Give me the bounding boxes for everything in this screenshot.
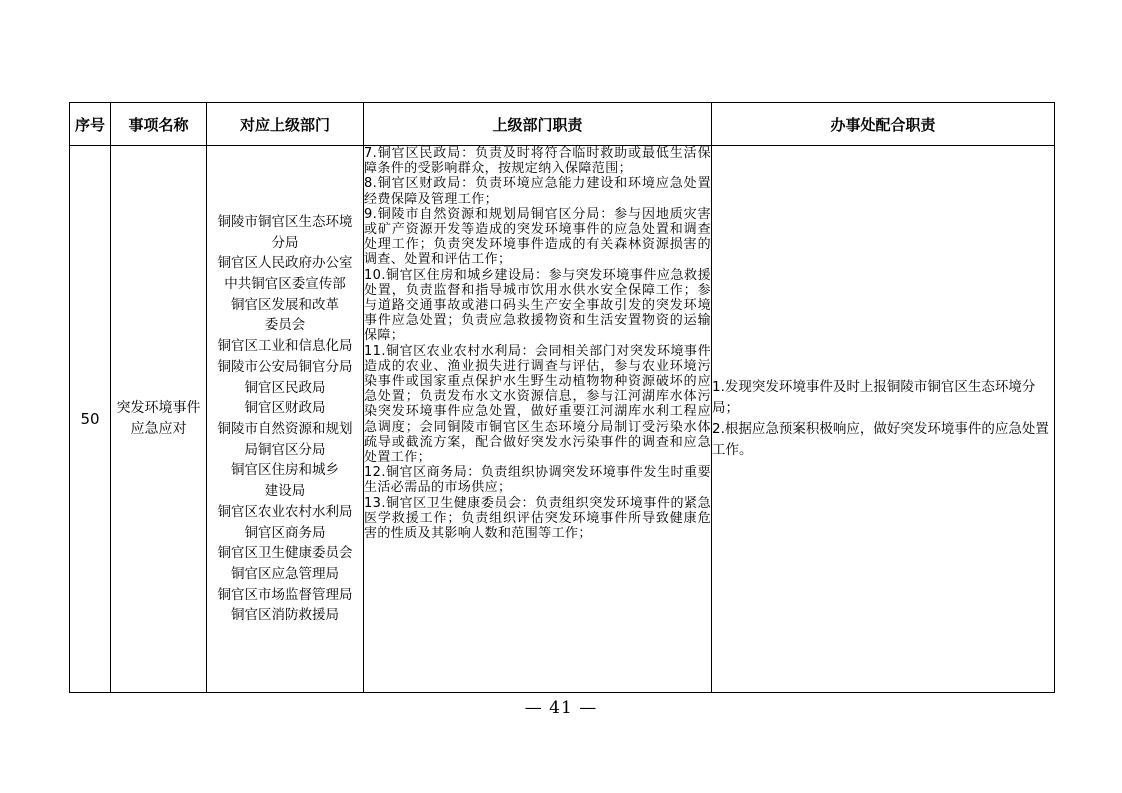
department-line: 分局: [271, 234, 299, 251]
duty-item: 8.铜官区财政局：负责环境应急能力建设和环境应急处置经费保障及管理工作；: [364, 176, 711, 207]
header-coop-duties: 办事处配合职责: [712, 103, 1055, 146]
header-departments: 对应上级部门: [207, 103, 364, 146]
department-line: 中共铜官区委宣传部: [224, 276, 346, 293]
department-line: 铜官区住房和城乡: [231, 462, 339, 479]
header-item-name: 事项名称: [111, 103, 207, 146]
department-line: 委员会: [264, 317, 306, 334]
item-name-cell: 突发环境事件应急应对: [111, 146, 207, 693]
department-line: 铜官区应急管理局: [231, 565, 339, 582]
department-line: 铜官区民政局: [244, 379, 326, 396]
department-line: 建设局: [264, 483, 306, 500]
department-line: 铜官区卫生健康委员会: [217, 545, 353, 562]
header-row: [70, 103, 1055, 146]
departments-cell: [207, 146, 364, 693]
duty-table: [69, 102, 1055, 693]
coop-duties-cell: [712, 146, 1055, 693]
duty-item: 12.铜官区商务局：负责组织协调突发环境事件发生时重要生活必需品的市场供应；: [364, 465, 711, 496]
department-line: 局铜官区分局: [244, 441, 326, 458]
duty-item: 9.铜陵市自然资源和规划局铜官区分局：参与因地质灾害或矿产资源开发等造成的突发环境事件的应急处置和调查处理工作；负责突发环境事件造成的有关森林资源损害的调查、处置和评估工作；: [364, 206, 711, 268]
duties-cell: [364, 146, 712, 693]
department-line: 铜官区工业和信息化局: [217, 338, 353, 355]
duty-item: 10.铜官区住房和城乡建设局：参与突发环境事件应急救援处置，负责监督和指导城市饮用水供水安全保障工作；参与道路交通事故或港口码头生产安全事故引发的突发环境事件应急处置；负责应急救援物资和生活安置物资的运输保障；: [364, 267, 711, 344]
department-line: 铜官区人民政府办公室: [217, 255, 353, 272]
header-seq: 序号: [70, 103, 111, 146]
department-line: 铜官区发展和改革: [231, 296, 339, 313]
coop-duty-item: 2.根据应急预案积极响应，做好突发环境事件的应急处置工作。: [712, 421, 1049, 458]
department-line: 铜官区财政局: [244, 400, 326, 417]
duty-item: 13.铜官区卫生健康委员会：负责组织突发环境事件的紧急医学救援工作；负责组织评估突发环境事件所导致健康危害的性质及其影响人数和范围等工作；: [364, 495, 711, 542]
page-number: — 41 —: [524, 698, 598, 718]
department-line: 铜官区消防救援局: [231, 607, 339, 624]
coop-duty-item: 1.发现突发环境事件及时上报铜陵市铜官区生态环境分局；: [712, 379, 1036, 416]
department-line: 铜陵市铜官区生态环境: [217, 213, 353, 230]
table-header: [70, 103, 1055, 146]
department-line: 铜官区市场监督管理局: [217, 586, 353, 603]
department-line: 铜官区农业农村水利局: [217, 503, 353, 520]
header-duties: 上级部门职责: [364, 103, 712, 146]
department-line: 铜陵市自然资源和规划: [217, 421, 353, 437]
department-line: 铜陵市公安局铜官分局: [217, 358, 353, 375]
duty-item: 11.铜官区农业农村水利局：会同相关部门对突发环境事件造成的农业、渔业损失进行调查与评估，参与农业环境污染事件或国家重点保护水生野生动植物物种资源破坏的应急处置；负责发布水文水资源信息，参与江河湖库水体污染突发环境事件应急处置，做好重要江河湖库水利工程应急调度；会同铜陵市铜官区生态环境分局制订受污染水体疏导或截流方案，配合做好突发水污染事件的调查和应急处置工作；: [364, 343, 711, 466]
duty-item: 7.铜官区民政局：负责及时将符合临时救助或最低生活保障条件的受影响群众，按规定纳入保障范围；: [364, 146, 711, 177]
seq-cell: 50: [70, 146, 111, 693]
department-line: 铜官区商务局: [244, 524, 326, 541]
table-row: [70, 146, 1055, 693]
